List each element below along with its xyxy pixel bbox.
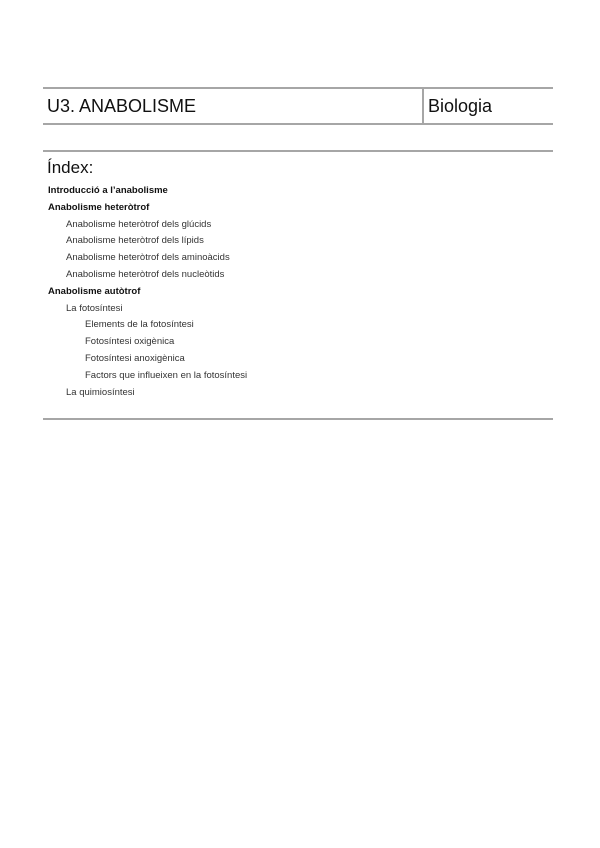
unit-title: U3. ANABOLISME	[43, 89, 424, 123]
toc-entry[interactable]: Anabolisme heteròtrof	[48, 201, 150, 213]
subject-label: Biologia	[428, 95, 493, 116]
toc-entry[interactable]: Anabolisme autòtrof	[48, 285, 141, 297]
toc-entry[interactable]: La quimiosíntesi	[66, 386, 135, 398]
toc-entry[interactable]: Introducció a l’anabolisme	[48, 185, 168, 196]
toc-entry[interactable]: La fotosíntesi	[66, 302, 123, 314]
document-header	[43, 87, 553, 125]
index-top-divider	[43, 150, 553, 152]
toc-entry[interactable]: Anabolisme heteròtrof dels nucleòtids	[66, 268, 225, 280]
toc-entry[interactable]: Anabolisme heteròtrof dels aminoàcids	[66, 252, 230, 264]
table-of-contents	[48, 183, 247, 401]
index-heading: Índex:	[47, 158, 94, 177]
toc-entry[interactable]: Fotosíntesi anoxigènica	[85, 352, 185, 364]
toc-entry[interactable]: Elements de la fotosíntesi	[85, 319, 194, 331]
toc-entry[interactable]: Anabolisme heteròtrof dels glúcids	[66, 218, 212, 230]
toc-entry[interactable]: Fotosíntesi oxigènica	[85, 336, 175, 348]
index-bottom-divider	[43, 418, 553, 420]
toc-entry[interactable]: Factors que influeixen en la fotosíntesi	[85, 369, 248, 381]
toc-entry[interactable]: Anabolisme heteròtrof dels lípids	[66, 235, 204, 247]
